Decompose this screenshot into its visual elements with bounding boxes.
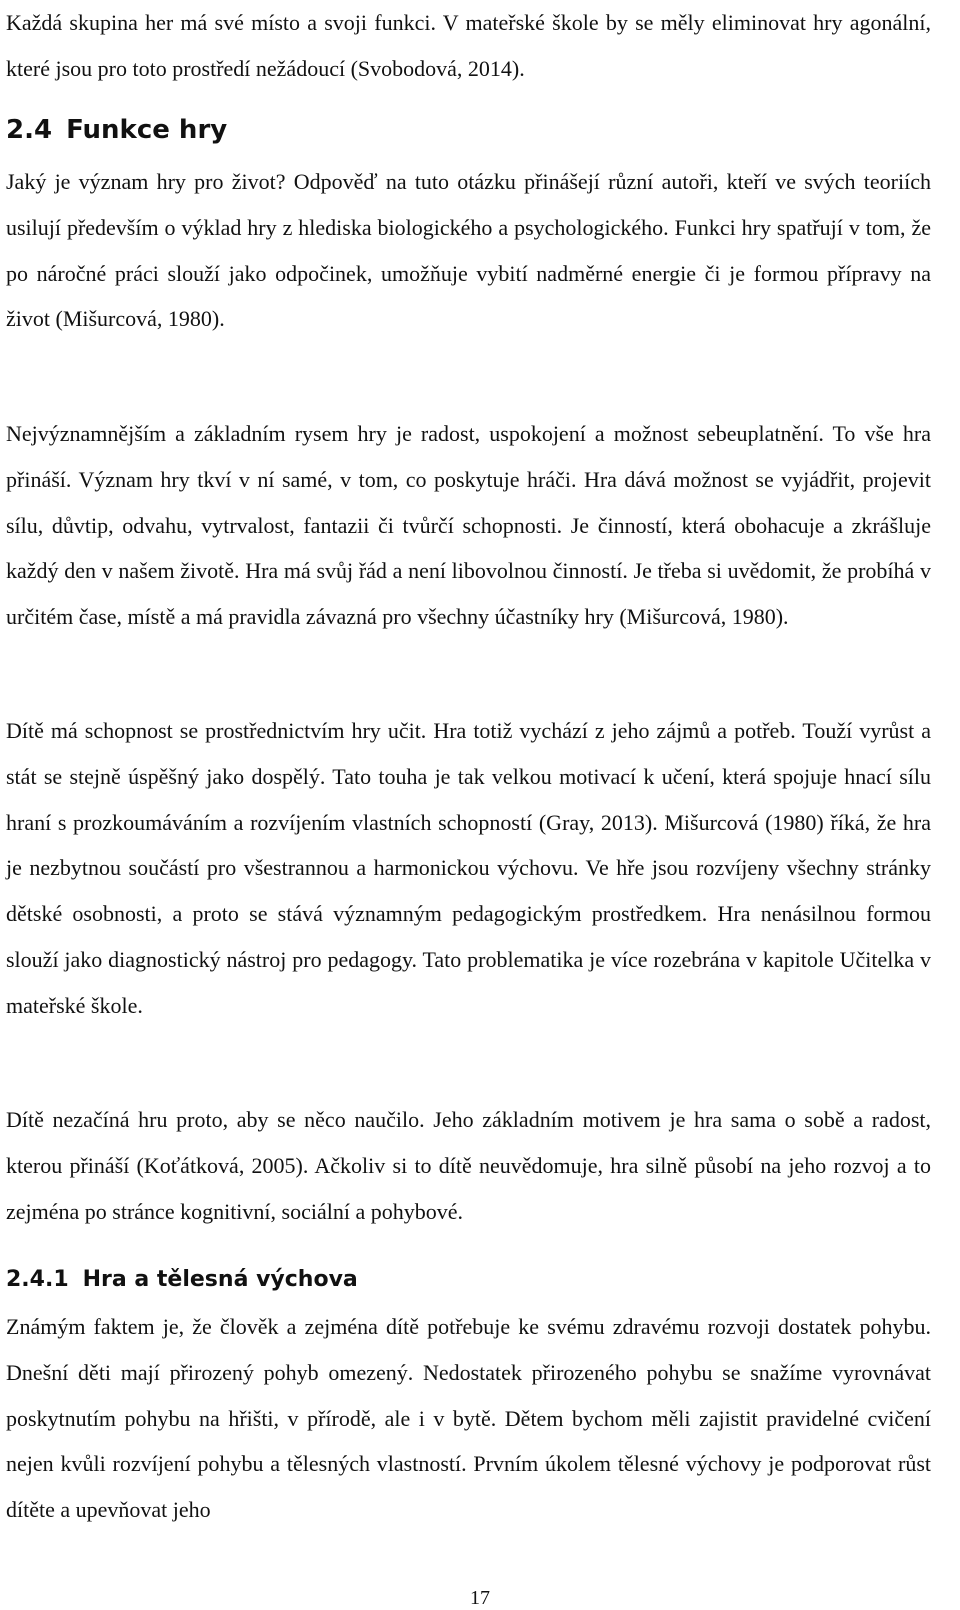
paragraph-learning-through-play: Dítě má schopnost se prostřednictvím hry učit. Hra totiž vychází z jeho zájmů a potřeb. Touží vyrůst a stát se stejně úspěšný jako dospělý. Tato touha je tak velkou motivací k učení, která spojuje hnací sílu hraní s prozkoumáváním a rozvíjením vlastních schopností (Gray, 2013). Mišurcová (1980) říká, že hra je nezbytnou součástí pro všestrannou a harmonickou výchovu. Ve hře jsou rozvíjeny všechny stránky dětské osobnosti, a proto se stává významným pedagogickým prostředkem. Hra nenásilnou formou slouží jako diagnostický nástroj pro pedagogy. Tato problematika je více rozebrána v kapitole Učitelka v mateřské škole. [6,718,931,1018]
paragraph-meaning-of-play: Jaký je význam hry pro život? Odpověď na tuto otázku přinášejí různí autoři, kteří ve svých teoriích usilují především o výklad hry z hlediska biologického a psychologického. Funkci hry spatřují v tom, že po náročné práci slouží jako odpočinek, umožňuje vybití nadměrné energie či je formou přípravy na život (Mišurcová, 1980). [6,169,931,332]
section-title: Funkce hry [66,115,228,145]
paragraph-physical-education: Známým faktem je, že člověk a zejména dítě potřebuje ke svému zdravému rozvoji dostatek pohybu. Dnešní děti mají přirozený pohyb omezený. Nedostatek přirozeného pohybu se snažíme vyrovnávat poskytnutím pohybu na hřišti, v přírodě, ale i v bytě. Dětem bychom měli zajistit pravidelné cvičení nejen kvůli rozvíjení pohybu a tělesných vlastností. Prvním úkolem tělesné výchovy je podporovat růst dítěte a upevňovat jeho [6,1314,931,1523]
page-number: 17 [470,1587,490,1609]
section-heading-2-4 [6,114,227,146]
paragraph-joy-of-play: Nejvýznamnějším a základním rysem hry je radost, uspokojení a možnost sebeuplatnění. To vše hra přináší. Význam hry tkví v ní samé, v tom, co poskytuje hráči. Hra dává možnost se vyjádřit, projevit sílu, důvtip, odvahu, vytrvalost, fantazii či tvůrčí schopnosti. Je činností, která obohacuje a zkrášluje každý den v našem životě. Hra má svůj řád a není libovolnou činností. Je třeba si uvědomit, že probíhá v určitém čase, místě a má pravidla závazná pro všechny účastníky hry (Mišurcová, 1980). [6,421,931,630]
paragraph-game-groups: Každá skupina her má své místo a svoji funkci. V mateřské škole by se měly eliminovat hry agonální, které jsou pro toto prostředí nežádoucí (Svobodová, 2014). [6,10,931,81]
section-number: 2.4 [6,115,53,145]
paragraph-motive-of-play: Dítě nezačíná hru proto, aby se něco naučilo. Jeho základním motivem je hra sama o sobě a radost, kterou přináší (Koťátková, 2005). Ačkoliv si to dítě neuvědomuje, hra silně působí na jeho rozvoj a to zejména po stránce kognitivní, sociální a pohybové. [6,1107,931,1224]
subsection-number: 2.4.1 [6,1267,69,1292]
section-heading-2-4-1 [6,1266,358,1294]
subsection-title: Hra a tělesná výchova [82,1267,358,1292]
